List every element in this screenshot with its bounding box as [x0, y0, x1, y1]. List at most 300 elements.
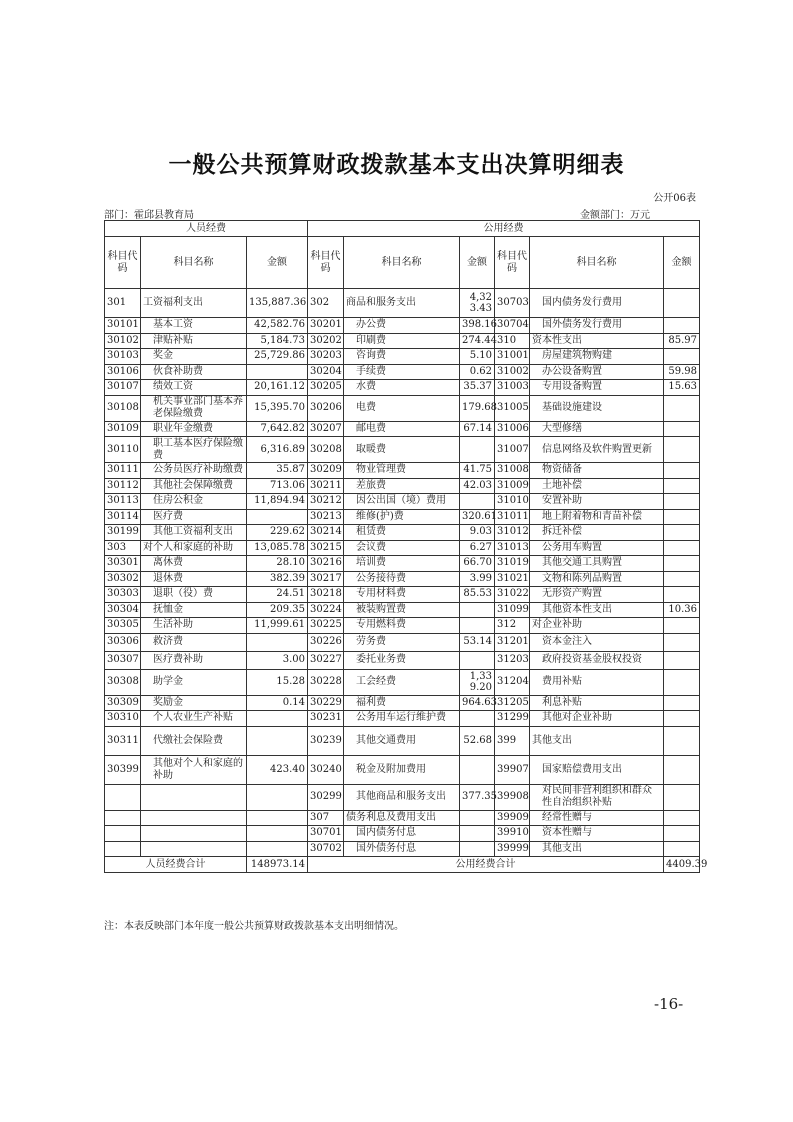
personnel-code-cell [105, 826, 141, 842]
capital-code-cell: 31001 [495, 349, 530, 365]
capital-code-cell: 39907 [495, 755, 530, 784]
public-amount-cell: 42.03 [460, 478, 495, 494]
capital-name-cell: 其他交通工具购置 [530, 556, 664, 572]
capital-name-cell: 资本性赠与 [530, 826, 664, 842]
personnel-name-cell: 离休费 [141, 556, 247, 572]
personnel-name-cell: 津贴补贴 [141, 333, 247, 349]
capital-name-cell: 国外债务发行费用 [530, 318, 664, 334]
personnel-amount-cell: 11,894.94 [247, 494, 308, 510]
personnel-name-cell [141, 784, 247, 810]
personnel-amount-cell [247, 784, 308, 810]
table-row [105, 333, 700, 349]
personnel-name-cell: 个人农业生产补贴 [141, 711, 247, 727]
capital-name-cell: 信息网络及软件购置更新 [530, 437, 664, 463]
capital-code-cell: 31022 [495, 587, 530, 603]
table-row [105, 380, 700, 396]
personnel-code-cell: 30310 [105, 711, 141, 727]
personnel-code-cell: 30303 [105, 587, 141, 603]
public-code-cell: 30201 [308, 318, 344, 334]
personnel-name-cell: 医疗费补助 [141, 651, 247, 669]
capital-name-cell: 政府投资基金股权投资 [530, 651, 664, 669]
capital-name-cell: 办公设备购置 [530, 364, 664, 380]
public-amount-cell: 179.68 [460, 395, 495, 421]
public-code-cell: 30240 [308, 755, 344, 784]
personnel-name-cell: 工资福利支出 [141, 289, 247, 318]
public-amount-cell: 5.10 [460, 349, 495, 365]
public-name-cell: 维修(护)费 [344, 509, 460, 525]
public-name-cell: 水费 [344, 380, 460, 396]
personnel-name-cell: 对个人和家庭的补助 [141, 540, 247, 556]
expenditure-table [104, 220, 708, 873]
public-amount-cell: 6.27 [460, 540, 495, 556]
capital-amount-cell [664, 571, 700, 587]
capital-code-cell: 31021 [495, 571, 530, 587]
capital-amount-cell [664, 618, 700, 634]
public-amount-cell [460, 711, 495, 727]
capital-amount-cell [664, 726, 700, 755]
public-code-cell: 30224 [308, 602, 344, 618]
public-amount-cell: 398.16 [460, 318, 495, 334]
capital-code-cell: 31205 [495, 695, 530, 711]
public-name-cell: 物业管理费 [344, 463, 460, 479]
capital-amount-cell [664, 669, 700, 695]
personnel-name-cell: 奖金 [141, 349, 247, 365]
public-name-cell: 手续费 [344, 364, 460, 380]
public-name-cell: 因公出国（境）费用 [344, 494, 460, 510]
department-label: 部门：霍邱县教育局 [104, 210, 194, 221]
public-name-cell: 公务用车运行维护费 [344, 711, 460, 727]
capital-name-cell: 物资储备 [530, 463, 664, 479]
personnel-code-cell: 30199 [105, 525, 141, 541]
header-amount: 金额 [247, 237, 308, 289]
header-code: 科目代码 [105, 237, 141, 289]
public-name-cell: 办公费 [344, 318, 460, 334]
public-amount-cell: 4,323.43 [460, 289, 495, 318]
capital-name-cell: 其他对企业补助 [530, 711, 664, 727]
personnel-amount-cell [247, 509, 308, 525]
capital-amount-cell [664, 349, 700, 365]
public-name-cell: 电费 [344, 395, 460, 421]
personnel-amount-cell: 7,642.82 [247, 421, 308, 437]
capital-amount-cell [664, 509, 700, 525]
personnel-code-cell: 30114 [105, 509, 141, 525]
public-code-cell: 30216 [308, 556, 344, 572]
capital-amount-cell [664, 633, 700, 651]
capital-code-cell: 31201 [495, 633, 530, 651]
personnel-code-cell [105, 784, 141, 810]
public-name-cell: 差旅费 [344, 478, 460, 494]
personnel-amount-cell: 229.62 [247, 525, 308, 541]
capital-code-cell: 39999 [495, 841, 530, 857]
capital-name-cell: 基础设施建设 [530, 395, 664, 421]
personnel-code-cell: 30305 [105, 618, 141, 634]
personnel-amount-cell [247, 841, 308, 857]
personnel-amount-cell [247, 633, 308, 651]
table-row [105, 651, 700, 669]
public-code-cell: 302 [308, 289, 344, 318]
capital-code-cell: 31013 [495, 540, 530, 556]
header-name: 科目名称 [141, 237, 247, 289]
totals-row [105, 857, 700, 873]
personnel-amount-cell [247, 726, 308, 755]
public-code-cell: 30208 [308, 437, 344, 463]
group-public: 公用经费 [308, 221, 700, 237]
capital-amount-cell [664, 784, 700, 810]
personnel-amount-cell: 28.10 [247, 556, 308, 572]
personnel-name-cell: 退职（役）费 [141, 587, 247, 603]
personnel-total-label: 人员经费合计 [105, 857, 247, 873]
personnel-name-cell: 机关事业部门基本养老保险缴费 [141, 395, 247, 421]
public-name-cell: 租赁费 [344, 525, 460, 541]
table-row [105, 556, 700, 572]
personnel-code-cell: 30109 [105, 421, 141, 437]
personnel-code-cell: 30302 [105, 571, 141, 587]
public-name-cell: 邮电费 [344, 421, 460, 437]
capital-name-cell: 国内债务发行费用 [530, 289, 664, 318]
capital-name-cell: 费用补贴 [530, 669, 664, 695]
public-amount-cell: 320.61 [460, 509, 495, 525]
personnel-code-cell: 30101 [105, 318, 141, 334]
public-amount-cell: 41.75 [460, 463, 495, 479]
public-code-cell: 30701 [308, 826, 344, 842]
personnel-code-cell: 30301 [105, 556, 141, 572]
capital-code-cell: 312 [495, 618, 530, 634]
public-amount-cell: 35.37 [460, 380, 495, 396]
header-code: 科目代码 [308, 237, 344, 289]
public-code-cell: 30213 [308, 509, 344, 525]
public-amount-cell: 9.03 [460, 525, 495, 541]
capital-amount-cell [664, 463, 700, 479]
capital-code-cell: 31019 [495, 556, 530, 572]
capital-name-cell: 利息补贴 [530, 695, 664, 711]
capital-code-cell: 39909 [495, 810, 530, 826]
personnel-amount-cell: 15,395.70 [247, 395, 308, 421]
personnel-code-cell: 30108 [105, 395, 141, 421]
group-header-row [105, 221, 700, 237]
personnel-amount-cell: 20,161.12 [247, 380, 308, 396]
public-code-cell: 30218 [308, 587, 344, 603]
table-row [105, 364, 700, 380]
capital-name-cell: 大型修缮 [530, 421, 664, 437]
public-name-cell: 培训费 [344, 556, 460, 572]
capital-code-cell: 31204 [495, 669, 530, 695]
public-code-cell: 30239 [308, 726, 344, 755]
capital-code-cell: 31299 [495, 711, 530, 727]
capital-code-cell: 31012 [495, 525, 530, 541]
personnel-name-cell [141, 826, 247, 842]
capital-name-cell: 公务用车购置 [530, 540, 664, 556]
capital-name-cell: 其他资本性支出 [530, 602, 664, 618]
personnel-name-cell: 医疗费 [141, 509, 247, 525]
public-amount-cell [460, 437, 495, 463]
table-row [105, 726, 700, 755]
capital-amount-cell [664, 478, 700, 494]
personnel-code-cell: 30306 [105, 633, 141, 651]
personnel-code-cell: 301 [105, 289, 141, 318]
public-amount-cell [460, 841, 495, 857]
table-row [105, 463, 700, 479]
public-name-cell: 其他交通费用 [344, 726, 460, 755]
public-amount-cell [460, 602, 495, 618]
personnel-amount-cell: 209.35 [247, 602, 308, 618]
capital-amount-cell [664, 289, 700, 318]
personnel-code-cell: 30107 [105, 380, 141, 396]
capital-amount-cell [664, 540, 700, 556]
public-amount-cell [460, 755, 495, 784]
personnel-amount-cell: 24.51 [247, 587, 308, 603]
personnel-name-cell: 职工基本医疗保险缴费 [141, 437, 247, 463]
public-amount-cell [460, 810, 495, 826]
public-code-cell: 30207 [308, 421, 344, 437]
footnote: 注：本表反映部门本年度一般公共预算财政拨款基本支出明细情况。 [104, 921, 404, 932]
public-code-cell: 30217 [308, 571, 344, 587]
capital-name-cell: 地上附着物和青苗补偿 [530, 509, 664, 525]
capital-name-cell: 无形资产购置 [530, 587, 664, 603]
personnel-name-cell [141, 841, 247, 857]
personnel-code-cell: 30309 [105, 695, 141, 711]
column-header-row [105, 237, 700, 289]
form-number: 公开06表 [653, 193, 696, 204]
public-name-cell: 商品和服务支出 [344, 289, 460, 318]
personnel-code-cell: 30399 [105, 755, 141, 784]
capital-name-cell: 安置补助 [530, 494, 664, 510]
personnel-code-cell [105, 810, 141, 826]
personnel-name-cell: 职业年金缴费 [141, 421, 247, 437]
public-name-cell: 债务利息及费用支出 [344, 810, 460, 826]
personnel-amount-cell: 5,184.73 [247, 333, 308, 349]
public-code-cell: 30225 [308, 618, 344, 634]
personnel-name-cell: 绩效工资 [141, 380, 247, 396]
personnel-code-cell: 30112 [105, 478, 141, 494]
personnel-amount-cell [247, 826, 308, 842]
table-row [105, 571, 700, 587]
capital-code-cell: 31002 [495, 364, 530, 380]
public-code-cell: 30202 [308, 333, 344, 349]
personnel-code-cell: 30110 [105, 437, 141, 463]
personnel-code-cell: 30311 [105, 726, 141, 755]
capital-name-cell: 资本金注入 [530, 633, 664, 651]
personnel-name-cell: 公务员医疗补助缴费 [141, 463, 247, 479]
capital-amount-cell [664, 810, 700, 826]
header-amount: 金额 [664, 237, 700, 289]
table-row [105, 395, 700, 421]
public-name-cell: 取暖费 [344, 437, 460, 463]
personnel-name-cell: 其他对个人和家庭的补助 [141, 755, 247, 784]
personnel-code-cell: 30307 [105, 651, 141, 669]
public-code-cell: 30229 [308, 695, 344, 711]
personnel-name-cell: 奖励金 [141, 695, 247, 711]
capital-amount-cell [664, 421, 700, 437]
table-row [105, 540, 700, 556]
header-name: 科目名称 [344, 237, 460, 289]
capital-code-cell: 31009 [495, 478, 530, 494]
table-row [105, 810, 700, 826]
personnel-amount-cell [247, 810, 308, 826]
header-name: 科目名称 [530, 237, 664, 289]
capital-name-cell: 资本性支出 [530, 333, 664, 349]
public-name-cell: 劳务费 [344, 633, 460, 651]
capital-name-cell: 其他支出 [530, 726, 664, 755]
public-name-cell: 国外债务付息 [344, 841, 460, 857]
capital-amount-cell [664, 318, 700, 334]
capital-amount-cell [664, 494, 700, 510]
capital-amount-cell [664, 437, 700, 463]
personnel-name-cell: 其他工资福利支出 [141, 525, 247, 541]
table-row [105, 841, 700, 857]
public-total-amount: 4409.39 [664, 857, 700, 873]
capital-amount-cell [664, 755, 700, 784]
capital-code-cell: 31010 [495, 494, 530, 510]
public-name-cell: 其他商品和服务支出 [344, 784, 460, 810]
capital-code-cell: 31203 [495, 651, 530, 669]
capital-name-cell: 其他支出 [530, 841, 664, 857]
public-name-cell: 公务接待费 [344, 571, 460, 587]
capital-amount-cell [664, 395, 700, 421]
personnel-amount-cell: 25,729.86 [247, 349, 308, 365]
public-code-cell: 30205 [308, 380, 344, 396]
public-name-cell: 咨询费 [344, 349, 460, 365]
public-code-cell: 30231 [308, 711, 344, 727]
group-personnel: 人员经费 [105, 221, 308, 237]
personnel-name-cell [141, 810, 247, 826]
public-amount-cell [460, 494, 495, 510]
public-name-cell: 印刷费 [344, 333, 460, 349]
personnel-amount-cell: 135,887.36 [247, 289, 308, 318]
capital-amount-cell [664, 841, 700, 857]
personnel-name-cell: 住房公积金 [141, 494, 247, 510]
personnel-name-cell: 退休费 [141, 571, 247, 587]
public-amount-cell [460, 826, 495, 842]
table-row [105, 755, 700, 784]
public-amount-cell: 53.14 [460, 633, 495, 651]
capital-name-cell: 专用设备购置 [530, 380, 664, 396]
header-amount: 金额 [460, 237, 495, 289]
capital-amount-cell [664, 556, 700, 572]
public-code-cell: 30215 [308, 540, 344, 556]
table-row [105, 695, 700, 711]
capital-amount-cell [664, 695, 700, 711]
capital-name-cell: 土地补偿 [530, 478, 664, 494]
capital-amount-cell [664, 651, 700, 669]
public-name-cell: 工会经费 [344, 669, 460, 695]
capital-amount-cell [664, 525, 700, 541]
table-row [105, 349, 700, 365]
table-row [105, 509, 700, 525]
public-code-cell: 30228 [308, 669, 344, 695]
capital-amount-cell: 15.63 [664, 380, 700, 396]
capital-code-cell: 31008 [495, 463, 530, 479]
table-row [105, 669, 700, 695]
personnel-name-cell: 其他社会保障缴费 [141, 478, 247, 494]
personnel-amount-cell: 713.06 [247, 478, 308, 494]
public-amount-cell: 274.44 [460, 333, 495, 349]
public-code-cell: 30299 [308, 784, 344, 810]
capital-amount-cell [664, 826, 700, 842]
public-amount-cell: 0.62 [460, 364, 495, 380]
table-row [105, 289, 700, 318]
public-code-cell: 30227 [308, 651, 344, 669]
capital-code-cell: 39908 [495, 784, 530, 810]
personnel-amount-cell: 423.40 [247, 755, 308, 784]
table-row [105, 826, 700, 842]
table-row [105, 437, 700, 463]
personnel-name-cell: 生活补助 [141, 618, 247, 634]
personnel-name-cell: 救济费 [141, 633, 247, 651]
personnel-name-cell: 伙食补助费 [141, 364, 247, 380]
public-amount-cell [460, 618, 495, 634]
table-row [105, 633, 700, 651]
capital-code-cell: 31006 [495, 421, 530, 437]
table-row [105, 587, 700, 603]
personnel-name-cell: 代缴社会保险费 [141, 726, 247, 755]
public-amount-cell: 3.99 [460, 571, 495, 587]
personnel-total-amount: 148973.14 [247, 857, 308, 873]
public-code-cell: 30226 [308, 633, 344, 651]
public-code-cell: 307 [308, 810, 344, 826]
public-amount-cell: 1,339.20 [460, 669, 495, 695]
capital-code-cell: 31099 [495, 602, 530, 618]
personnel-code-cell: 303 [105, 540, 141, 556]
personnel-code-cell: 30304 [105, 602, 141, 618]
header-code: 科目代码 [495, 237, 530, 289]
table-row [105, 494, 700, 510]
capital-code-cell: 31003 [495, 380, 530, 396]
public-code-cell: 30214 [308, 525, 344, 541]
personnel-code-cell: 30113 [105, 494, 141, 510]
personnel-amount-cell: 35.87 [247, 463, 308, 479]
unit-label: 金额部门：万元 [580, 210, 650, 221]
personnel-code-cell: 30103 [105, 349, 141, 365]
page-title: 一般公共预算财政拨款基本支出决算明细表 [168, 152, 625, 178]
page-number: -16- [654, 995, 684, 1013]
personnel-code-cell: 30106 [105, 364, 141, 380]
capital-amount-cell: 85.97 [664, 333, 700, 349]
public-code-cell: 30209 [308, 463, 344, 479]
personnel-name-cell: 抚恤金 [141, 602, 247, 618]
capital-code-cell: 30703 [495, 289, 530, 318]
personnel-name-cell: 助学金 [141, 669, 247, 695]
capital-name-cell: 文物和陈列品购置 [530, 571, 664, 587]
personnel-amount-cell: 3.00 [247, 651, 308, 669]
table-row [105, 478, 700, 494]
capital-name-cell: 拆迁补偿 [530, 525, 664, 541]
capital-code-cell: 30704 [495, 318, 530, 334]
capital-name-cell: 对企业补助 [530, 618, 664, 634]
capital-name-cell: 国家赔偿费用支出 [530, 755, 664, 784]
public-name-cell: 会议费 [344, 540, 460, 556]
table-row [105, 784, 700, 810]
capital-name-cell: 对民间非营利组织和群众性自治组织补贴 [530, 784, 664, 810]
personnel-amount-cell: 382.39 [247, 571, 308, 587]
capital-code-cell: 39910 [495, 826, 530, 842]
personnel-amount-cell: 15.28 [247, 669, 308, 695]
public-amount-cell [460, 651, 495, 669]
capital-name-cell: 房屋建筑物购建 [530, 349, 664, 365]
personnel-code-cell: 30102 [105, 333, 141, 349]
personnel-amount-cell: 0.14 [247, 695, 308, 711]
capital-code-cell: 31007 [495, 437, 530, 463]
public-name-cell: 被装购置费 [344, 602, 460, 618]
public-code-cell: 30211 [308, 478, 344, 494]
capital-amount-cell [664, 711, 700, 727]
personnel-name-cell: 基本工资 [141, 318, 247, 334]
table-row [105, 525, 700, 541]
table-row [105, 318, 700, 334]
table-row [105, 618, 700, 634]
personnel-code-cell: 30111 [105, 463, 141, 479]
capital-code-cell: 310 [495, 333, 530, 349]
personnel-amount-cell: 6,316.89 [247, 437, 308, 463]
